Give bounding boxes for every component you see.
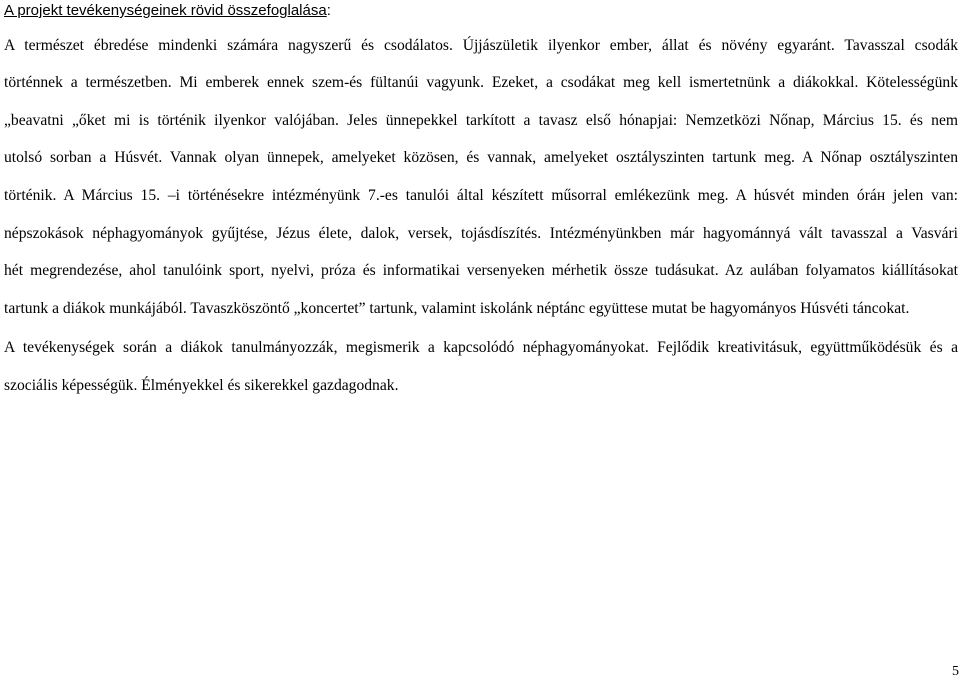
paragraph-line: „beavatni „őket mi is történik ilyenkor valójában. Jeles ünnepekkel tarkított a tavasz első hónapjai: Nemzetközi Nőnap, Március 15. és nem bbox=[4, 112, 958, 129]
paragraph-line: A tevékenységek során a diákok tanulmányozzák, megismerik a kapcsolódó néphagyományokat. Fejlődik kreativitásuk, együttműködésük és a bbox=[4, 339, 958, 356]
section-heading bbox=[4, 1, 331, 21]
section-heading-colon: : bbox=[326, 2, 331, 19]
page-number: 5 bbox=[952, 664, 959, 679]
paragraph-line: tartunk a diákok munkájából. Tavaszköszöntő „koncertet” tartunk, valamint iskolánk néptánc együttese mutat be hagyományos Húsvéti táncokat. bbox=[4, 300, 910, 317]
paragraph-line: történnek a természetben. Mi emberek ennek szem-és fültanúi vagyunk. Ezeket, a csodákat meg kell ismertetnünk a diákokkal. Kötelességünk bbox=[4, 74, 958, 91]
paragraph-line: szociális képességük. Élményekkel és sikerekkel gazdagodnak. bbox=[4, 377, 399, 394]
paragraph-line: hét megrendezése, ahol tanulóink sport, nyelvi, próza és informatikai versenyeken mérhetik össze tudásukat. Az aulában folyamatos kiállításokat bbox=[4, 262, 958, 279]
paragraph-line: népszokások néphagyományok gyűjtése, Jézus élete, dalok, versek, tojásdíszítés. Intézményünkben már hagyománnyá vált tavasszal a Vasvári bbox=[4, 225, 958, 242]
paragraph-line: történik. A Március 15. –i történésekre intézményünk 7.-es tanulói által készített műsorral emlékezünk meg. A húsvét minden óráн jelen van: bbox=[4, 187, 958, 204]
paragraph-line: A természet ébredése mindenki számára nagyszerű és csodálatos. Újjászületik ilyenkor ember, állat és növény egyaránt. Tavasszal csodák bbox=[4, 37, 958, 54]
paragraph-line: utolsó sorban a Húsvét. Vannak olyan ünnepek, amelyeket közösen, és vannak, amelyeket osztályszinten tartunk meg. A Nőnap osztályszinten bbox=[4, 149, 958, 166]
section-heading-title: A projekt tevékenységeinek rövid összefoglalása bbox=[4, 2, 327, 19]
